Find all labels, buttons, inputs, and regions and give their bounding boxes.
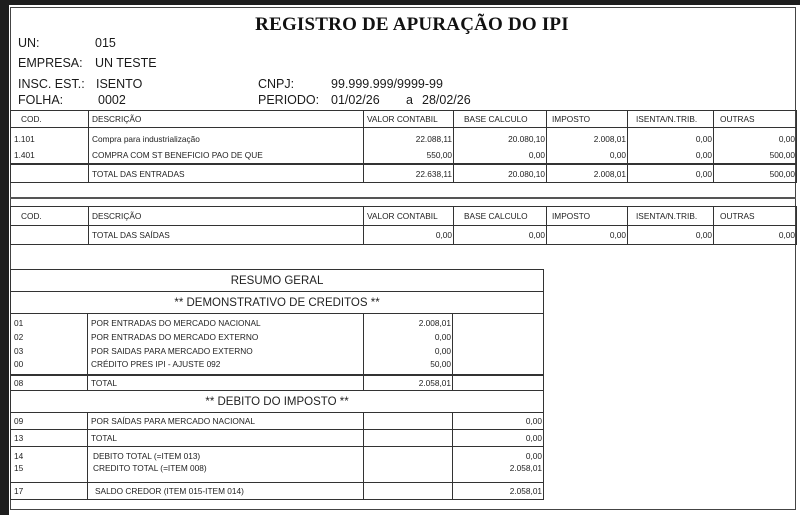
col-isenta: ISENTA/N.TRIB. <box>628 111 714 128</box>
total-isenta: 0,00 <box>628 226 714 245</box>
apuracao-values <box>453 447 544 483</box>
row-desc: Compra para industrialização <box>89 128 364 147</box>
col-base-calculo: BASE CALCULO <box>454 111 547 128</box>
cod: 14 <box>14 451 24 461</box>
un-value: 015 <box>95 36 116 50</box>
total-desc: TOTAL DAS ENTRADAS <box>89 164 364 183</box>
saidas-total-row <box>11 226 797 245</box>
empty-cell <box>364 447 453 483</box>
resumo-title: RESUMO GERAL <box>11 270 544 292</box>
entradas-table <box>10 110 797 183</box>
desc: POR SAIDAS PARA MERCADO EXTERNO <box>91 346 253 356</box>
periodo-label: PERIODO: <box>258 93 320 107</box>
col-valor-contabil: VALOR CONTABIL <box>364 111 454 128</box>
cod: 02 <box>14 332 24 342</box>
col-isenta: ISENTA/N.TRIB. <box>628 207 714 226</box>
cnpj-value: 99.999.999/9999-99 <box>331 77 443 91</box>
periodo-separator: a <box>406 93 413 107</box>
row-isenta: 0,00 <box>628 146 714 164</box>
cod: 15 <box>14 463 24 473</box>
desc: POR ENTRADAS DO MERCADO NACIONAL <box>91 318 261 328</box>
desc: CREDITO TOTAL (=ITEM 008) <box>93 463 207 473</box>
table-row <box>11 128 797 147</box>
cod: 09 <box>11 413 88 430</box>
cod: 00 <box>14 359 24 369</box>
total-cod <box>11 164 89 183</box>
cod: 13 <box>11 430 88 447</box>
cod: 01 <box>14 318 24 328</box>
desc: TOTAL <box>88 375 364 391</box>
creditos-total-row <box>11 375 544 391</box>
value: 2.058,01 <box>509 463 543 473</box>
total-valor: 0,00 <box>364 226 454 245</box>
row-valor: 550,00 <box>364 146 454 164</box>
debito-title-row <box>11 391 544 413</box>
creditos-title-row <box>11 292 544 314</box>
empty-cell <box>364 430 453 447</box>
col-descricao: DESCRIÇÃO <box>89 207 364 226</box>
value: 0,00 <box>434 346 451 356</box>
col-valor-contabil: VALOR CONTABIL <box>364 207 454 226</box>
resumo-table <box>10 269 544 500</box>
row-imposto: 2.008,01 <box>547 128 628 147</box>
row-outras: 0,00 <box>714 128 797 147</box>
row-desc: COMPRA COM ST BENEFICIO PAO DE QUE <box>89 146 364 164</box>
value: 0,00 <box>434 332 451 342</box>
desc: SALDO CREDOR (ITEM 015-ITEM 014) <box>88 483 364 500</box>
creditos-values <box>364 314 453 375</box>
cod: 17 <box>11 483 88 500</box>
empresa-label: EMPRESA: <box>18 56 83 70</box>
total-imposto: 0,00 <box>547 226 628 245</box>
col-base-calculo: BASE CALCULO <box>454 207 547 226</box>
total-base: 20.080,10 <box>454 164 547 183</box>
desc: DEBITO TOTAL (=ITEM 013) <box>93 451 201 461</box>
empresa-value: UN TESTE <box>95 56 157 70</box>
row-cod: 1.101 <box>11 128 89 147</box>
saidas-header-row <box>11 207 797 226</box>
col-descricao: DESCRIÇÃO <box>89 111 364 128</box>
col-imposto: IMPOSTO <box>547 207 628 226</box>
desc: POR ENTRADAS DO MERCADO EXTERNO <box>91 332 259 342</box>
empty-cell <box>453 314 544 375</box>
entradas-total-row <box>11 164 797 183</box>
cod: 03 <box>14 346 24 356</box>
saldo-row <box>11 483 544 500</box>
insc-est-value: ISENTO <box>96 77 143 91</box>
entradas-header-row <box>11 111 797 128</box>
col-outras: OUTRAS <box>714 111 797 128</box>
row-imposto: 0,00 <box>547 146 628 164</box>
report-title: REGISTRO DE APURAÇÃO DO IPI <box>255 14 569 35</box>
desc: CRÉDITO PRES IPI - AJUSTE 092 <box>91 359 221 369</box>
debito-title: ** DEBITO DO IMPOSTO ** <box>11 391 544 413</box>
col-imposto: IMPOSTO <box>547 111 628 128</box>
insc-est-label: INSC. EST.: <box>18 77 85 91</box>
row-base: 0,00 <box>454 146 547 164</box>
col-cod: COD. <box>11 111 89 128</box>
creditos-descs <box>88 314 364 375</box>
desc: POR SAÍDAS PARA MERCADO NACIONAL <box>88 413 364 430</box>
desc: TOTAL <box>88 430 364 447</box>
value: 2.008,01 <box>418 318 451 328</box>
total-desc: TOTAL DAS SAÍDAS <box>89 226 364 245</box>
row-outras: 500,00 <box>714 146 797 164</box>
total-valor: 22.638,11 <box>364 164 454 183</box>
value: 0,00 <box>525 451 543 461</box>
value: 2.058,01 <box>364 375 453 391</box>
value: 50,00 <box>430 359 451 369</box>
col-cod: COD. <box>11 207 89 226</box>
apuracao-rows <box>11 447 544 483</box>
folha-label: FOLHA: <box>18 93 64 107</box>
empty-cell <box>364 413 453 430</box>
total-outras: 0,00 <box>714 226 797 245</box>
debito-row <box>11 413 544 430</box>
creditos-cods <box>11 314 88 375</box>
row-cod: 1.401 <box>11 146 89 164</box>
total-base: 0,00 <box>454 226 547 245</box>
value: 2.058,01 <box>453 483 544 500</box>
value: 0,00 <box>453 413 544 430</box>
row-base: 20.080,10 <box>454 128 547 147</box>
resumo-title-row <box>11 270 544 292</box>
total-cod <box>11 226 89 245</box>
cnpj-label: CNPJ: <box>258 77 295 91</box>
apuracao-descs <box>88 447 364 483</box>
debito-total-row <box>11 430 544 447</box>
periodo-end: 28/02/26 <box>422 93 471 107</box>
value: 0,00 <box>453 430 544 447</box>
table-row <box>11 146 797 164</box>
col-outras: OUTRAS <box>714 207 797 226</box>
folha-value: 0002 <box>98 93 126 107</box>
row-valor: 22.088,11 <box>364 128 454 147</box>
section-divider <box>10 197 796 199</box>
apuracao-cods <box>11 447 88 483</box>
periodo-start: 01/02/26 <box>331 93 380 107</box>
row-isenta: 0,00 <box>628 128 714 147</box>
total-imposto: 2.008,01 <box>547 164 628 183</box>
cod: 08 <box>11 375 88 391</box>
creditos-title: ** DEMONSTRATIVO DE CREDITOS ** <box>11 292 544 314</box>
total-outras: 500,00 <box>714 164 797 183</box>
saidas-table <box>10 206 797 245</box>
empty-cell <box>364 483 453 500</box>
total-isenta: 0,00 <box>628 164 714 183</box>
un-label: UN: <box>18 36 40 50</box>
empty-cell <box>453 375 544 391</box>
creditos-rows <box>11 314 544 375</box>
